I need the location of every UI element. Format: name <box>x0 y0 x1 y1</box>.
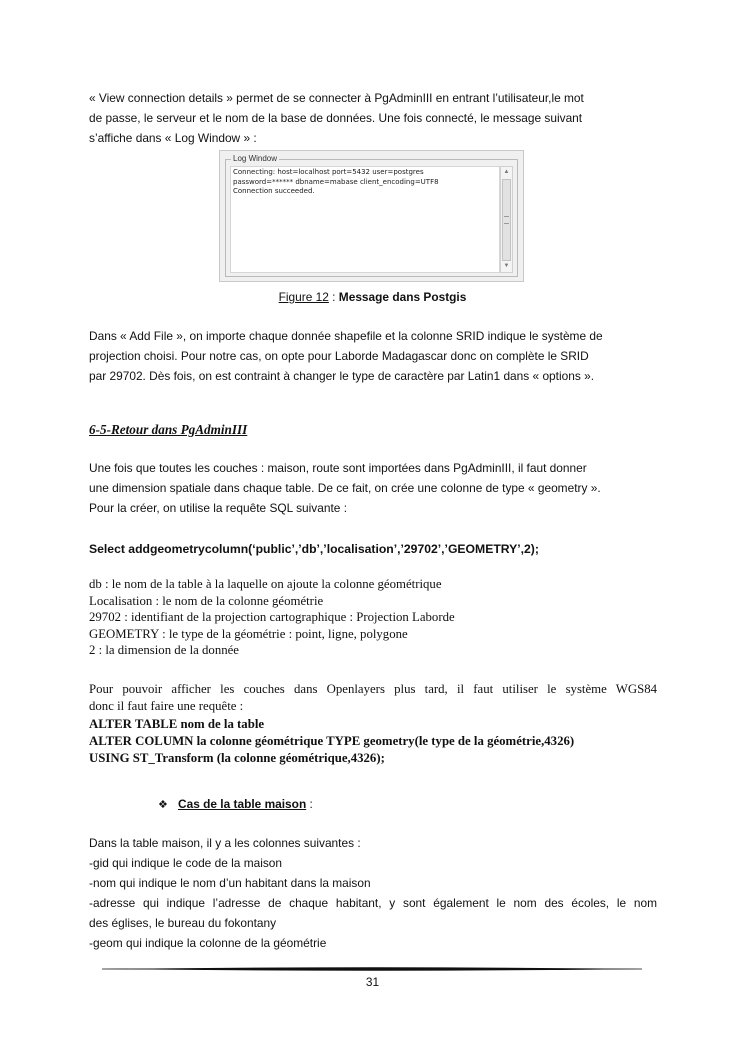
section-heading <box>89 421 657 439</box>
log-line: Connection succeeded. <box>233 187 315 195</box>
bullet-label: Cas de la table maison <box>178 797 307 811</box>
maison-line: -geom qui indique la colonne de la géométrie <box>89 936 327 950</box>
wgs-paragraph <box>89 681 657 714</box>
bullet-heading <box>158 795 313 814</box>
maison-line: -adresse qui indique l’adresse de chaque habitant, y sont également le nom des écoles, le nom <box>89 896 657 910</box>
couches-paragraph <box>89 458 657 518</box>
section-title: 6-5-Retour dans PgAdminIII <box>89 422 248 437</box>
intro-line: « View connection details » permet de se connecter à PgAdminIII en entrant l’utilisateur,le mot <box>89 91 584 105</box>
bullet-suffix: : <box>306 797 313 811</box>
wgs-line: donc il faut faire une requête : <box>89 698 244 713</box>
scrollbar-grip-icon <box>504 216 509 224</box>
sql-query: Select addgeometrycolumn(‘public’,’db’,’localisation’,’29702’,’GEOMETRY’,2); <box>89 542 539 556</box>
parameter-item: 2 : la dimension de la donnée <box>89 643 239 657</box>
footer-rule <box>102 966 642 972</box>
log-window-figure <box>219 150 524 282</box>
sql-query-block <box>89 540 657 558</box>
log-window-legend: Log Window <box>233 154 278 163</box>
intro-line: de passe, le serveur et le nom de la base de données. Une fois connecté, le message suivant <box>89 111 583 125</box>
alter-line: ALTER COLUMN la colonne géométrique TYPE geometry(le type de la géométrie,4326) <box>89 734 575 748</box>
scrollbar-thumb[interactable] <box>502 179 511 261</box>
log-textarea[interactable] <box>230 166 500 273</box>
parameter-list <box>89 576 657 659</box>
maison-line: -gid qui indique le code de la maison <box>89 856 283 870</box>
scroll-down-arrow-icon[interactable]: ▼ <box>503 263 510 269</box>
intro-paragraph <box>89 88 657 148</box>
log-line: Connecting: host=localhost port=5432 user=postgres <box>233 168 424 176</box>
alter-statement <box>89 716 657 767</box>
intro-line: s’affiche dans « Log Window » : <box>89 131 257 145</box>
figure-caption-label: Figure 12 <box>278 290 329 304</box>
maison-line: Dans la table maison, il y a les colonnes suivantes : <box>89 836 361 850</box>
parameter-item: Localisation : le nom de la colonne géométrie <box>89 593 324 608</box>
figure-caption-separator: : <box>328 290 339 304</box>
addfile-line: par 29702. Dès fois, on est contraint à changer le type de caractère par Latin1 dans « options ». <box>89 369 595 383</box>
parameter-item: 29702 : identifiant de la projection cartographique : Projection Laborde <box>89 610 455 624</box>
log-scrollbar[interactable] <box>500 166 513 273</box>
addfile-line: projection choisi. Pour notre cas, on opte pour Laborde Madagascar donc on complète le SRID <box>89 349 589 363</box>
log-line: password=****** dbname=mabase client_encoding=UTF8 <box>233 177 439 186</box>
figure-caption-title: Message dans Postgis <box>338 290 467 304</box>
couches-line: Une fois que toutes les couches : maison, route sont importées dans PgAdminIII, il faut donner <box>89 461 587 475</box>
figure-caption <box>0 288 745 306</box>
maison-line: -nom qui indique le nom d’un habitant dans la maison <box>89 876 371 890</box>
page-number: 31 <box>365 975 380 989</box>
scroll-up-arrow-icon[interactable]: ▲ <box>503 169 510 175</box>
alter-line: USING ST_Transform (la colonne géométrique,4326); <box>89 751 385 765</box>
addfile-line: Dans « Add File », on importe chaque donnée shapefile et la colonne SRID indique le système de <box>89 329 603 343</box>
addfile-paragraph <box>89 326 657 386</box>
maison-line: des églises, le bureau du fokontany <box>89 916 277 930</box>
wgs-line: Pour pouvoir afficher les couches dans Openlayers plus tard, il faut utiliser le système WGS84 <box>89 682 657 696</box>
parameter-item: GEOMETRY : le type de la géométrie : point, ligne, polygone <box>89 626 408 641</box>
maison-paragraph <box>89 833 657 953</box>
log-window-groupbox <box>225 154 518 277</box>
diamond-bullet-icon: ❖ <box>158 799 168 811</box>
couches-line: Pour la créer, on utilise la requête SQL suivante : <box>89 501 347 515</box>
alter-line: ALTER TABLE nom de la table <box>89 717 265 731</box>
couches-line: une dimension spatiale dans chaque table. De ce fait, on crée une colonne de type « geometry ». <box>89 481 601 495</box>
parameter-item: db : le nom de la table à la laquelle on ajoute la colonne géométrique <box>89 577 442 591</box>
